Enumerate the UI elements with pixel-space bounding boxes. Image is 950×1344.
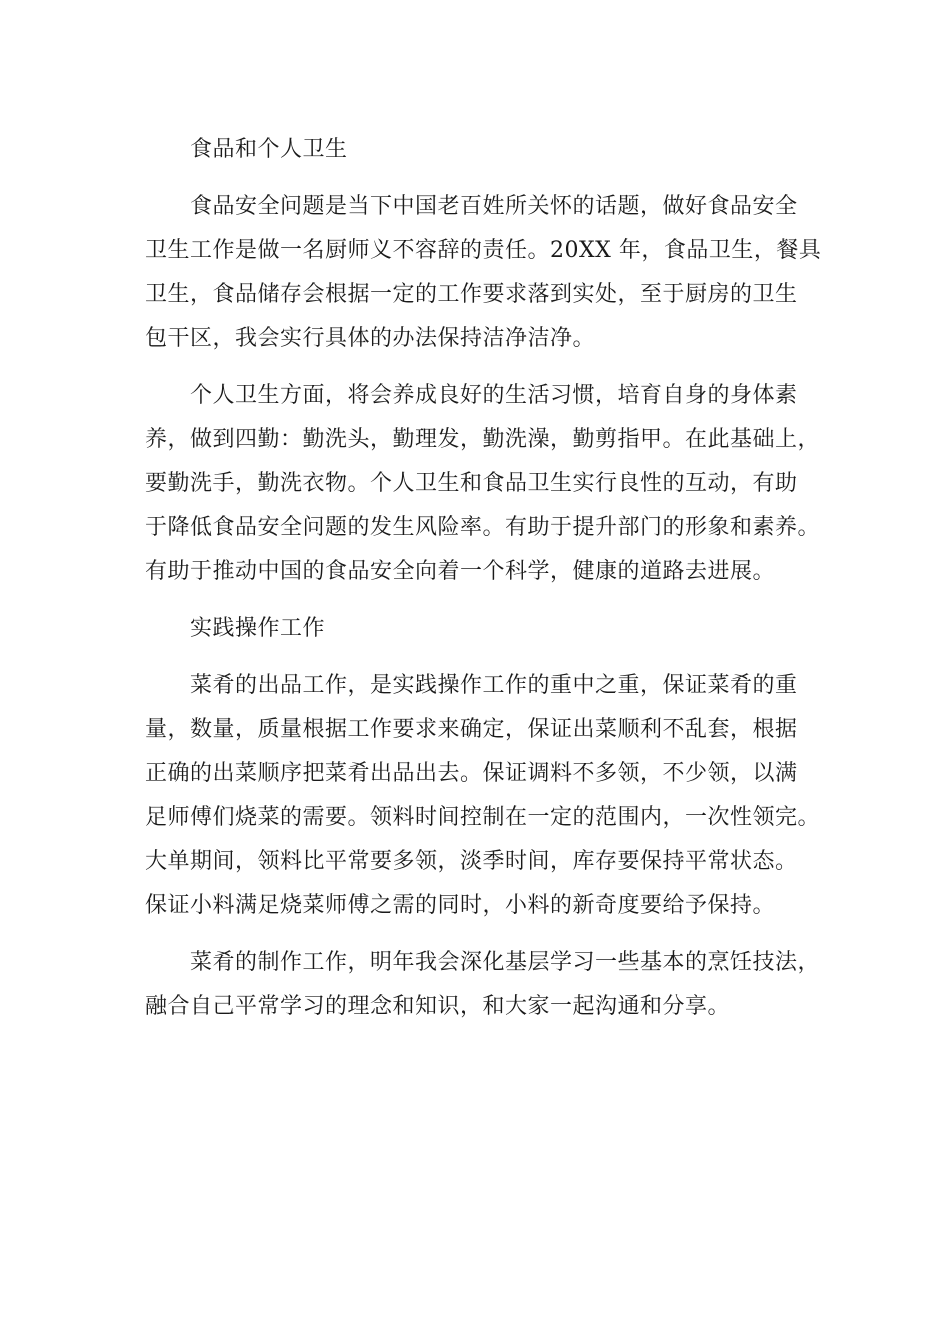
section-heading: 实践操作工作 bbox=[190, 616, 326, 641]
text-line: 融合自己平常学习的理念和知识，和大家一起沟通和分享。 bbox=[145, 994, 731, 1019]
paragraph bbox=[145, 941, 825, 1029]
text-line: 大单期间，领料比平常要多领，淡季时间，库存要保持平常状态。 bbox=[145, 849, 798, 874]
paragraph bbox=[145, 185, 825, 361]
text-line: 保证小料满足烧菜师傅之需的同时，小料的新奇度要给予保持。 bbox=[145, 893, 776, 918]
section-food-and-personal-hygiene bbox=[145, 128, 825, 594]
section-practical-operations bbox=[145, 607, 825, 1029]
text-line: 量，数量，质量根据工作要求来确定，保证出菜顺利不乱套，根据 bbox=[145, 717, 798, 742]
document-body bbox=[145, 128, 825, 1042]
text-line: 正确的出菜顺序把菜肴出品出去。保证调料不多领，不少领，以满 bbox=[145, 761, 798, 786]
text-line: 食品安全问题是当下中国老百姓所关怀的话题，做好食品安全 bbox=[190, 194, 798, 219]
paragraph bbox=[145, 374, 825, 594]
text-line: 有助于推动中国的食品安全向着一个科学，健康的道路去进展。 bbox=[145, 559, 776, 584]
text-line: 菜肴的制作工作，明年我会深化基层学习一些基本的烹饪技法， bbox=[190, 950, 821, 975]
text-line: 要勤洗手，勤洗衣物。个人卫生和食品卫生实行良性的互动，有助 bbox=[145, 471, 798, 496]
text-line: 菜肴的出品工作，是实践操作工作的重中之重，保证菜肴的重 bbox=[190, 673, 798, 698]
paragraph bbox=[145, 664, 825, 928]
text-line: 卫生工作是做一名厨师义不容辞的责任。20XX 年，食品卫生，餐具 bbox=[145, 238, 822, 263]
text-line: 足师傅们烧菜的需要。领料时间控制在一定的范围内，一次性领完。 bbox=[145, 805, 821, 830]
text-line: 卫生，食品储存会根据一定的工作要求落到实处，至于厨房的卫生 bbox=[145, 282, 798, 307]
text-line: 于降低食品安全问题的发生风险率。有助于提升部门的形象和素养。 bbox=[145, 515, 821, 540]
text-line: 养，做到四勤：勤洗头，勤理发，勤洗澡，勤剪指甲。在此基础上， bbox=[145, 427, 821, 452]
text-line: 个人卫生方面，将会养成良好的生活习惯，培育自身的身体素 bbox=[190, 383, 798, 408]
text-line: 包干区，我会实行具体的办法保持洁净洁净。 bbox=[145, 326, 596, 351]
section-heading: 食品和个人卫生 bbox=[190, 137, 348, 162]
